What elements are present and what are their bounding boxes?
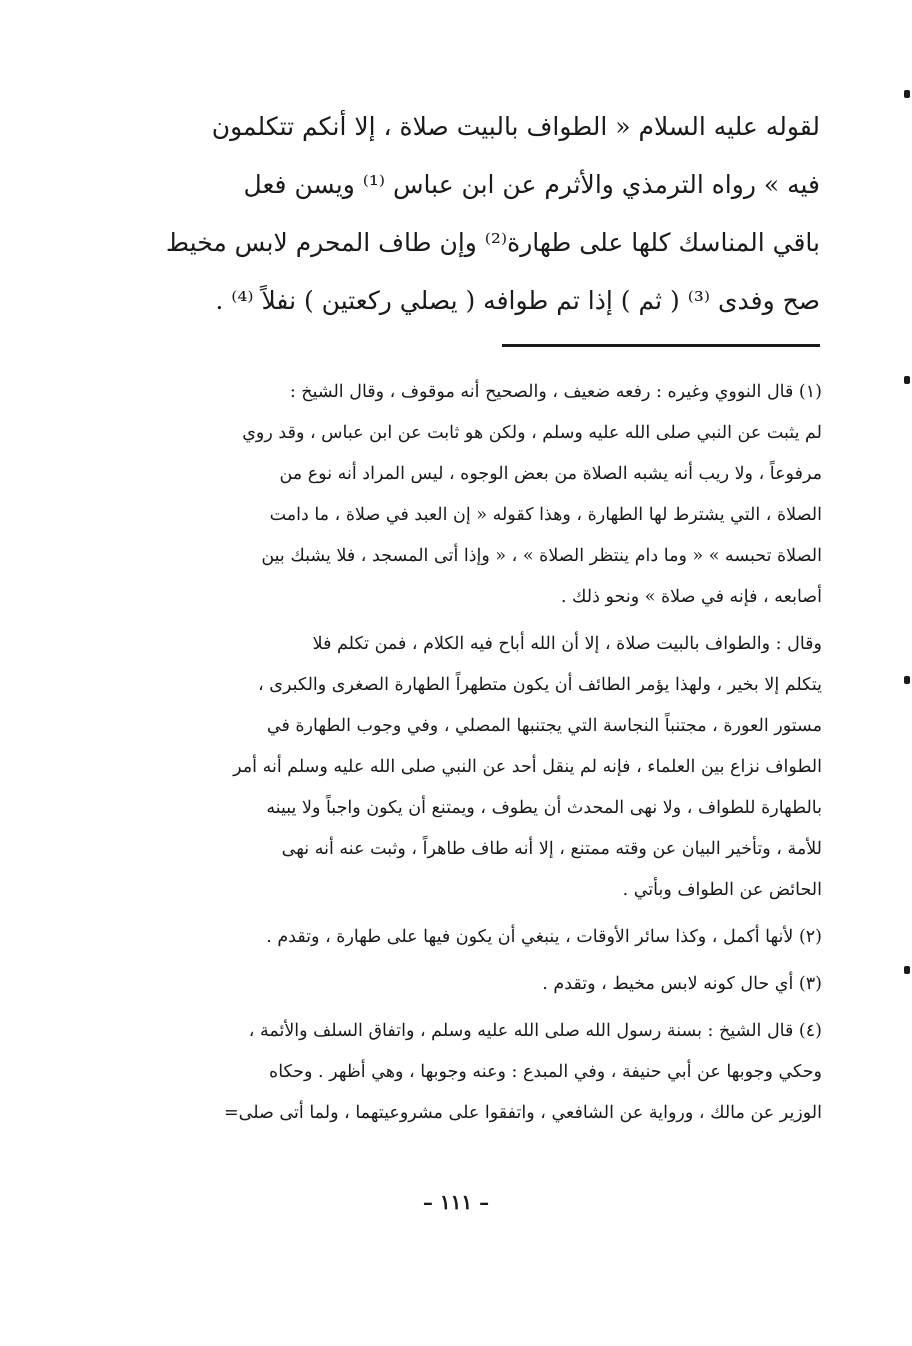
footnote-line: أصابعه ، فإنه في صلاة » ونحو ذلك . (560, 587, 822, 607)
main-text-line: فيه » رواه الترمذي والأثرم عن ابن عباس ⁽¹⁾ ويسن فعل (243, 170, 820, 199)
main-text-line: لقوله عليه السلام « الطواف بالبيت صلاة ، إلا أنكم تتكلمون (211, 112, 820, 141)
footnote-4 (92, 1011, 822, 1134)
footnote-line: مستور العورة ، مجتنباً النجاسة التي يجتنبها المصلي ، وفي وجوب الطهارة في (266, 716, 822, 736)
page-number: – ١١١ – (422, 1190, 490, 1214)
margin-mark (904, 90, 910, 98)
footnote-separator-rule (502, 344, 820, 347)
footnote-line: وحكي وجوبها عن أبي حنيفة ، وفي المبدع : وعنه وجوبها ، وهي أظهر . وحكاه (269, 1062, 822, 1082)
main-text-line: صح وفدى ⁽³⁾ ( ثم ) إذا تم طوافه ( يصلي ركعتين ) نفلاً ⁽⁴⁾ . (215, 286, 820, 315)
footnote-1 (92, 372, 822, 618)
footnote-line: (١) قال النووي وغيره : رفعه ضعيف ، والصحيح أنه موقوف ، وقال الشيخ : (289, 382, 822, 402)
footnote-line: الوزير عن مالك ، ورواية عن الشافعي ، واتفقوا على مشروعيتهما ، ولما أتى صلى= (223, 1103, 822, 1123)
margin-mark (904, 376, 910, 384)
footnote-line: (٤) قال الشيخ : بسنة رسول الله صلى الله عليه وسلم ، واتفاق السلف والأئمة ، (248, 1021, 822, 1041)
footnote-line: الحائض عن الطواف وبأتي . (622, 880, 822, 900)
footnote-line: الطواف نزاع بين العلماء ، فإنه لم ينقل أحد عن النبي صلى الله عليه وسلم أنه أمر (233, 757, 822, 777)
footnote-line: بالطهارة للطواف ، ولا نهى المحدث أن يطوف ، ويمتنع أن يكون واجباً ولا يبينه (266, 798, 822, 818)
footnote-3 (92, 964, 822, 1005)
footnote-line: مرفوعاً ، ولا ريب أنه يشبه الصلاة من بعض الوجوه ، ليس المراد أنه نوع من (279, 464, 822, 484)
main-text (92, 98, 820, 330)
footnote-line: الصلاة ، التي يشترط لها الطهارة ، وهذا كقوله « إن العبد في صلاة ، ما دامت (269, 505, 822, 525)
footnote-line: الصلاة تحبسه » « وما دام ينتظر الصلاة » ، « وإذا أتى المسجد ، فلا يشبك بين (261, 546, 822, 566)
footnote-line: للأمة ، وتأخير البيان عن وقته ممتنع ، إلا أنه طاف طاهراً ، وثبت عنه أنه نهى (281, 839, 822, 859)
main-text-line: باقي المناسك كلها على طهارة⁽²⁾ وإن طاف المحرم لابس مخيط (165, 228, 820, 257)
footnotes (92, 372, 822, 1140)
footnote-line: (٢) لأنها أكمل ، وكذا سائر الأوقات ، ينبغي أن يكون فيها على طهارة ، وتقدم . (266, 927, 822, 947)
footnote-line: (٣) أي حال كونه لابس مخيط ، وتقدم . (542, 974, 822, 994)
footnote-2 (92, 917, 822, 958)
footnote-line: يتكلم إلا بخير ، ولهذا يؤمر الطائف أن يكون متطهراً الطهارة الصغرى والكبرى ، (258, 675, 822, 695)
footnote-line: لم يثبت عن النبي صلى الله عليه وسلم ، ولكن هو ثابت عن ابن عباس ، وقد روي (242, 423, 822, 443)
margin-mark (904, 966, 910, 974)
margin-mark (904, 676, 910, 684)
footnote-1-continued (92, 624, 822, 911)
footnote-line: وقال : والطواف بالبيت صلاة ، إلا أن الله أباح فيه الكلام ، فمن تكلم فلا (312, 634, 822, 654)
